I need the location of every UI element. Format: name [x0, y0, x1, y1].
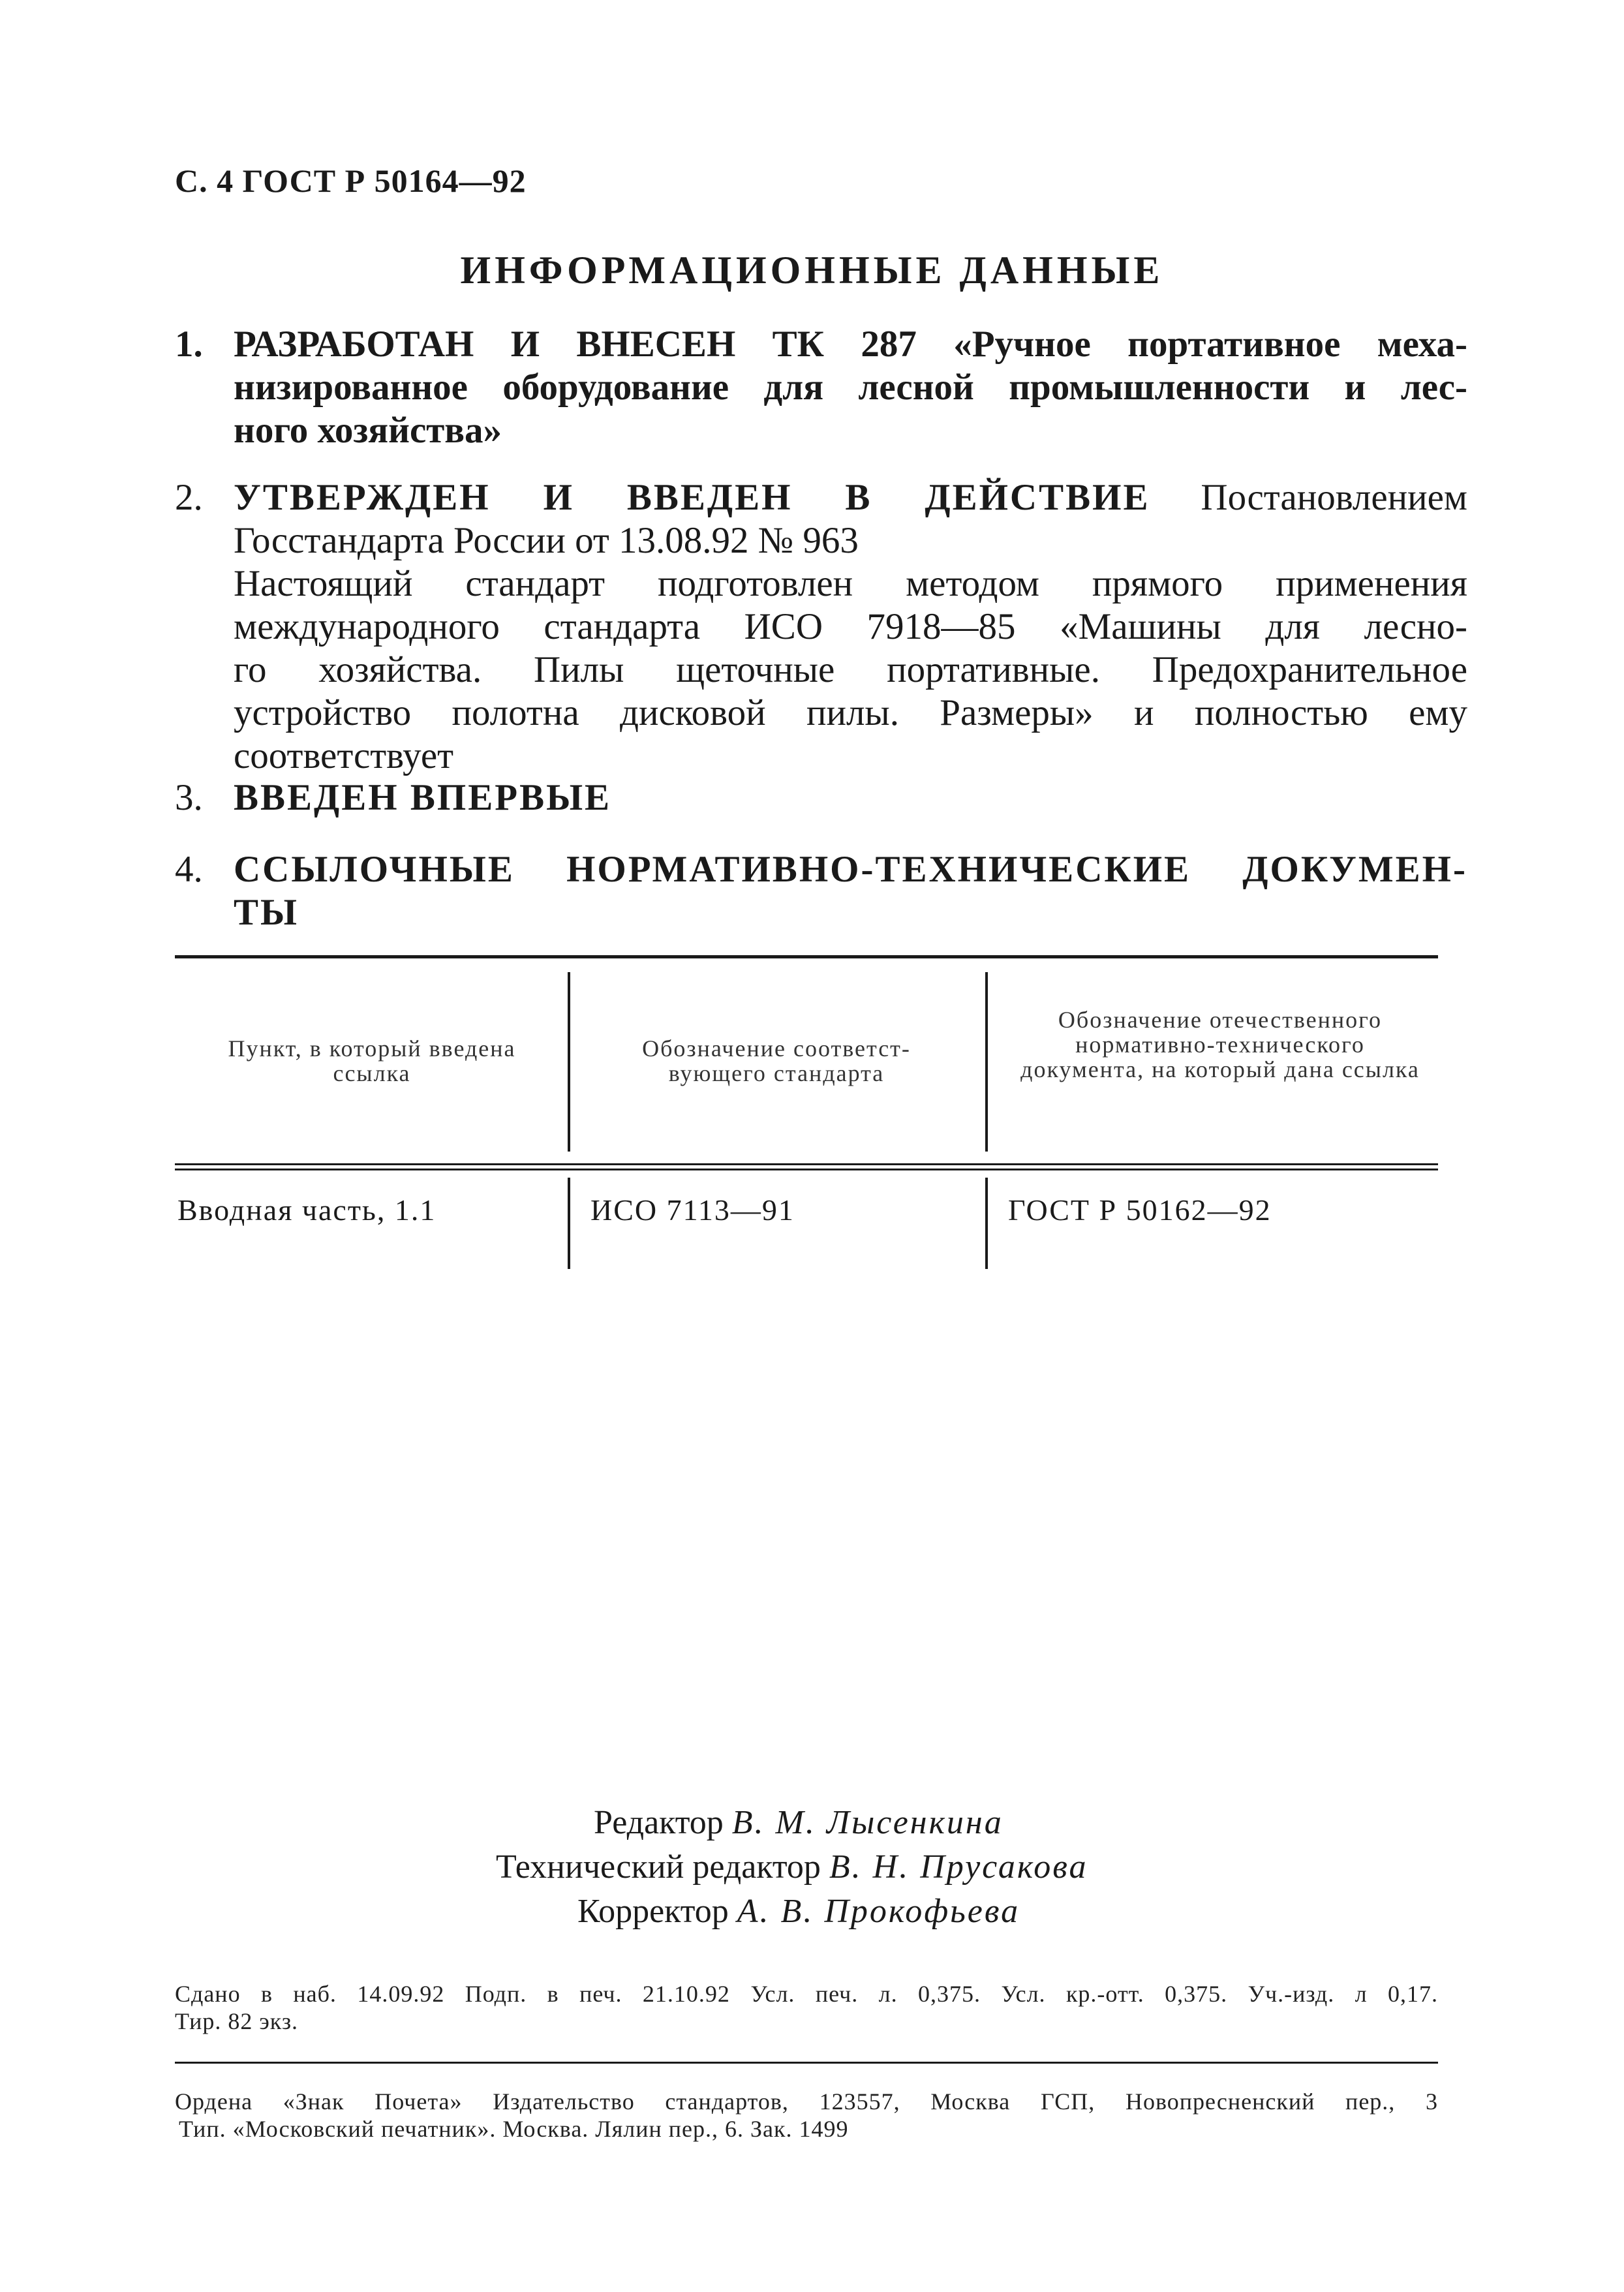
item-text-line: международного стандарта ИСО 7918—85 «Машины для лесно-	[234, 606, 1467, 647]
item-number: 2.	[175, 477, 203, 518]
table-cell: Вводная часть, 1.1	[177, 1193, 437, 1227]
imprint-publisher	[175, 2088, 1438, 2143]
imprint-line: Ордена «Знак Почета» Издательство стандартов, 123557, Москва ГСП, Новопресненский пер., 3	[175, 2088, 1438, 2115]
credit-row	[496, 1845, 1088, 1889]
table-column-divider	[985, 972, 988, 1152]
table-cell: ИСО 7113—91	[590, 1193, 795, 1227]
credit-role: Корректор	[577, 1893, 729, 1930]
credit-name: В. М. Лысенкина	[731, 1804, 1004, 1841]
credit-row	[577, 1889, 1088, 1934]
item-text-line: Настоящий стандарт подготовлен методом прямого применения	[234, 563, 1467, 604]
credit-role: Технический редактор	[496, 1848, 821, 1886]
imprint-line: Тир. 82 экз.	[175, 2008, 299, 2034]
item-number: 4.	[175, 849, 203, 890]
item-lead: УТВЕРЖДЕН И ВВЕДЕН В ДЕЙСТВИЕ	[234, 477, 1150, 518]
info-item-3	[175, 776, 1467, 819]
credit-name: А. В. Прокофьева	[737, 1893, 1020, 1930]
table-header-cell: Обозначение отечественного нормативно-технического документа, на который дана ссылка	[1020, 1007, 1420, 1082]
item-text-line: ССЫЛОЧНЫЕ НОРМАТИВНО-ТЕХНИЧЕСКИЕ ДОКУМЕН-	[234, 849, 1467, 890]
table-header-rule-1	[175, 1163, 1438, 1165]
item-lead-rest: Постановлением	[1150, 477, 1467, 518]
table-header-cell: Пункт, в который введена ссылка	[228, 1035, 516, 1086]
table-cell: ГОСТ Р 50162—92	[1008, 1193, 1272, 1227]
section-title: ИНФОРМАЦИОННЫЕ ДАННЫЕ	[460, 249, 1164, 292]
item-text-line: соответствует	[234, 735, 454, 776]
info-item-4	[175, 848, 1467, 934]
item-text-line: го хозяйства. Пилы щеточные портативные. Предохранительное	[234, 649, 1467, 690]
credits-block	[496, 1801, 1088, 1934]
credit-row	[594, 1801, 1088, 1845]
item-text-line: ВВЕДЕН ВПЕРВЫЕ	[234, 777, 612, 818]
table-header-cell: Обозначение соответст- вующего стандарта	[642, 1035, 911, 1086]
item-text-line	[234, 476, 1467, 519]
item-number: 1.	[175, 324, 203, 365]
imprint-divider	[175, 2062, 1438, 2064]
imprint-line: Тип. «Московский печатник». Москва. Лялин пер., 6. Зак. 1499	[179, 2116, 849, 2142]
item-text-line: устройство полотна дисковой пилы. Размеры» и полностью ему	[234, 692, 1467, 733]
info-item-2	[175, 476, 1467, 778]
item-text-line: РАЗРАБОТАН И ВНЕСЕН ТК 287 «Ручное портативное меха-	[234, 324, 1467, 365]
item-text-line: низированное оборудование для лесной промышленности и лес-	[234, 367, 1467, 408]
table-column-divider	[568, 1178, 570, 1269]
item-text-line: Госстандарта России от 13.08.92 № 963	[234, 520, 859, 561]
credit-role: Редактор	[594, 1804, 724, 1841]
credit-name: В. Н. Прусакова	[829, 1848, 1088, 1886]
item-text-line: ного хозяйства»	[234, 410, 502, 451]
page-header: С. 4 ГОСТ Р 50164—92	[175, 162, 527, 199]
imprint-print-data	[175, 1980, 1438, 2035]
item-text-line: ТЫ	[234, 892, 299, 933]
table-top-rule	[175, 955, 1438, 958]
info-item-1	[175, 323, 1467, 452]
imprint-line: Сдано в наб. 14.09.92 Подп. в печ. 21.10.92 Усл. печ. л. 0,375. Усл. кр.-отт. 0,375. Уч.-изд. л 0,17.	[175, 1981, 1438, 2007]
table-column-divider	[568, 972, 570, 1152]
item-number: 3.	[175, 777, 203, 818]
table-header-rule-2	[175, 1169, 1438, 1170]
table-column-divider	[985, 1178, 988, 1269]
